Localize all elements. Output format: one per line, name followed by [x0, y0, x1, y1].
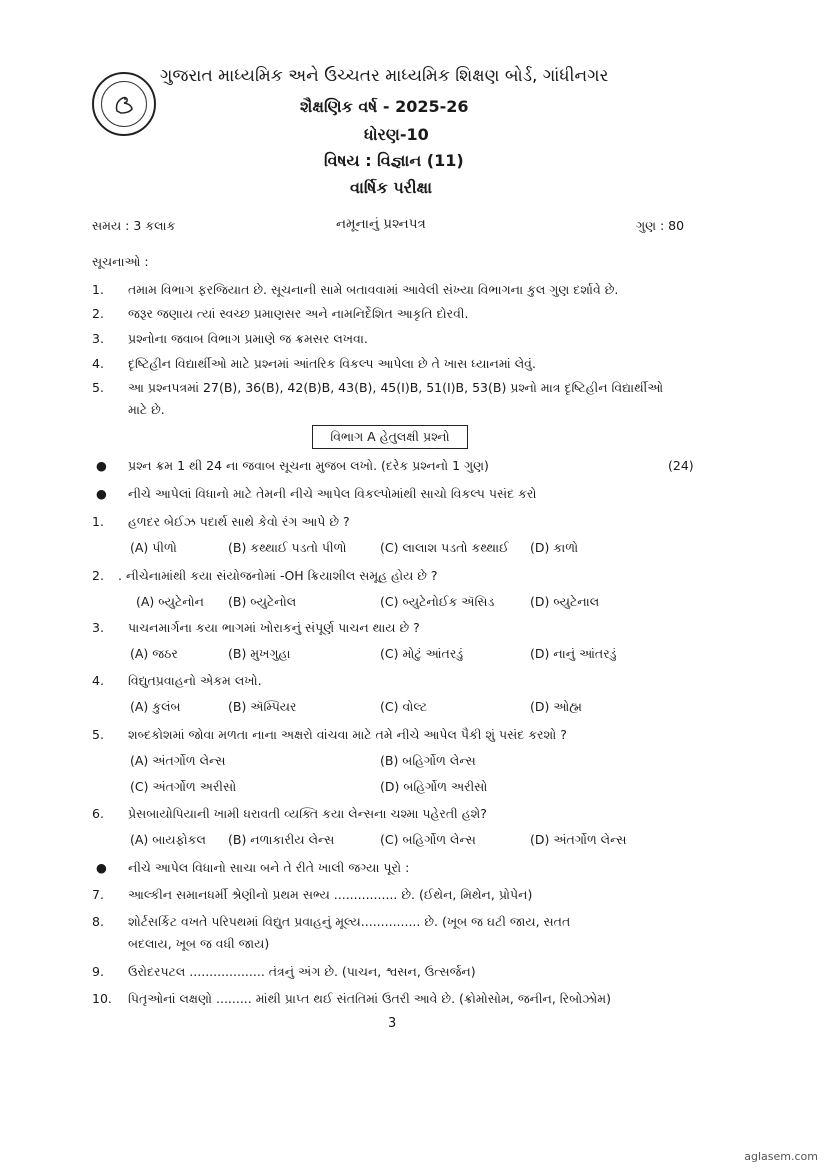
option-a: (A) બાયફોકલ	[130, 832, 206, 847]
option-c: (C) મોટું આંતરડું	[380, 646, 464, 661]
section-instruction: પ્રશ્ન ક્રમ 1 થી 24 ના જવાબ સૂચના મુજબ લખો. (દરેક પ્રશ્નનો 1 ગુણ)	[128, 458, 489, 473]
watermark: aglasem.com	[744, 1150, 818, 1163]
subject: વિષય : વિજ્ઞાન (11)	[324, 151, 464, 170]
academic-year: શૈક્ષણિક વર્ષ - 2025-26	[300, 97, 469, 116]
option-a: (A) કુલંબ	[130, 699, 181, 714]
board-logo	[92, 72, 156, 136]
option-b: (B) કથ્થાઈ પડતો પીળો	[228, 540, 347, 555]
paper-type: નમૂનાનું પ્રશ્નપત્ર	[336, 216, 426, 232]
bullet-icon: ●	[96, 860, 107, 875]
option-c: (C) બહિર્ગોળ લેન્સ	[380, 832, 476, 847]
option-c: (C) વોલ્ટ	[380, 699, 428, 714]
option-a: (A) અંતર્ગોળ લેન્સ	[130, 753, 226, 768]
mcq-instruction: નીચે આપેલાં વિધાનો માટે તેમની નીચે આપેલ વિકલ્પોમાંથી સાચો વિકલ્પ પસંદ કરો	[128, 486, 537, 501]
section-a-title: વિભાગ A હેતુલક્ષી પ્રશ્નો	[312, 425, 468, 449]
time-label: સમય : 3 કલાક	[92, 218, 176, 233]
option-d: (D) નાનું આંતરડું	[530, 646, 617, 661]
option-b: (B) બ્યુટેનોલ	[228, 594, 297, 609]
option-a: (A) પીળો	[130, 540, 177, 555]
option-a: (A) બ્યુટેનોન	[136, 594, 204, 609]
option-b: (B) મુખગુહા	[228, 646, 291, 661]
marks-label: ગુણ : 80	[636, 218, 685, 233]
option-b: (B) ઍમ્પિયર	[228, 699, 297, 714]
section-marks: (24)	[668, 458, 694, 473]
option-c: (C) અંતર્ગોળ અરીસો	[130, 779, 237, 794]
option-b: (B) નળાકારીય લેન્સ	[228, 832, 335, 847]
board-name: ગુજરાત માધ્યમિક અને ઉચ્ચતર માધ્યમિક શિક્ષણ બોર્ડ, ગાંધીનગર	[160, 66, 609, 86]
standard: ધોરણ-10	[364, 125, 429, 144]
option-d: (D) બહિર્ગોળ અરીસો	[380, 779, 488, 794]
swan-emblem-icon	[101, 81, 147, 127]
page-number: 3	[388, 1016, 397, 1031]
option-d: (D) કાળો	[530, 540, 579, 555]
instructions-heading: સૂચનાઓ :	[92, 254, 149, 269]
fill-blanks-heading: નીચે આપેલ વિધાનો સાચા બને તે રીતે ખાલી જગ્યા પૂરો :	[128, 860, 410, 875]
bullet-icon: ●	[96, 486, 107, 501]
option-d: (D) બ્યુટેનાલ	[530, 594, 600, 609]
option-a: (A) જઠર	[130, 646, 178, 661]
option-d: (D) અંતર્ગોળ લેન્સ	[530, 832, 627, 847]
bullet-icon: ●	[96, 458, 107, 473]
option-c: (C) લાલાશ પડતો કથ્થાઈ	[380, 540, 509, 555]
option-d: (D) ઓહ્મ	[530, 699, 582, 714]
option-b: (B) બહિર્ગોળ લેન્સ	[380, 753, 476, 768]
option-c: (C) બ્યુટેનોઈક ઍસિડ	[380, 594, 495, 609]
exam-title: વાર્ષિક પરીક્ષા	[350, 178, 433, 197]
